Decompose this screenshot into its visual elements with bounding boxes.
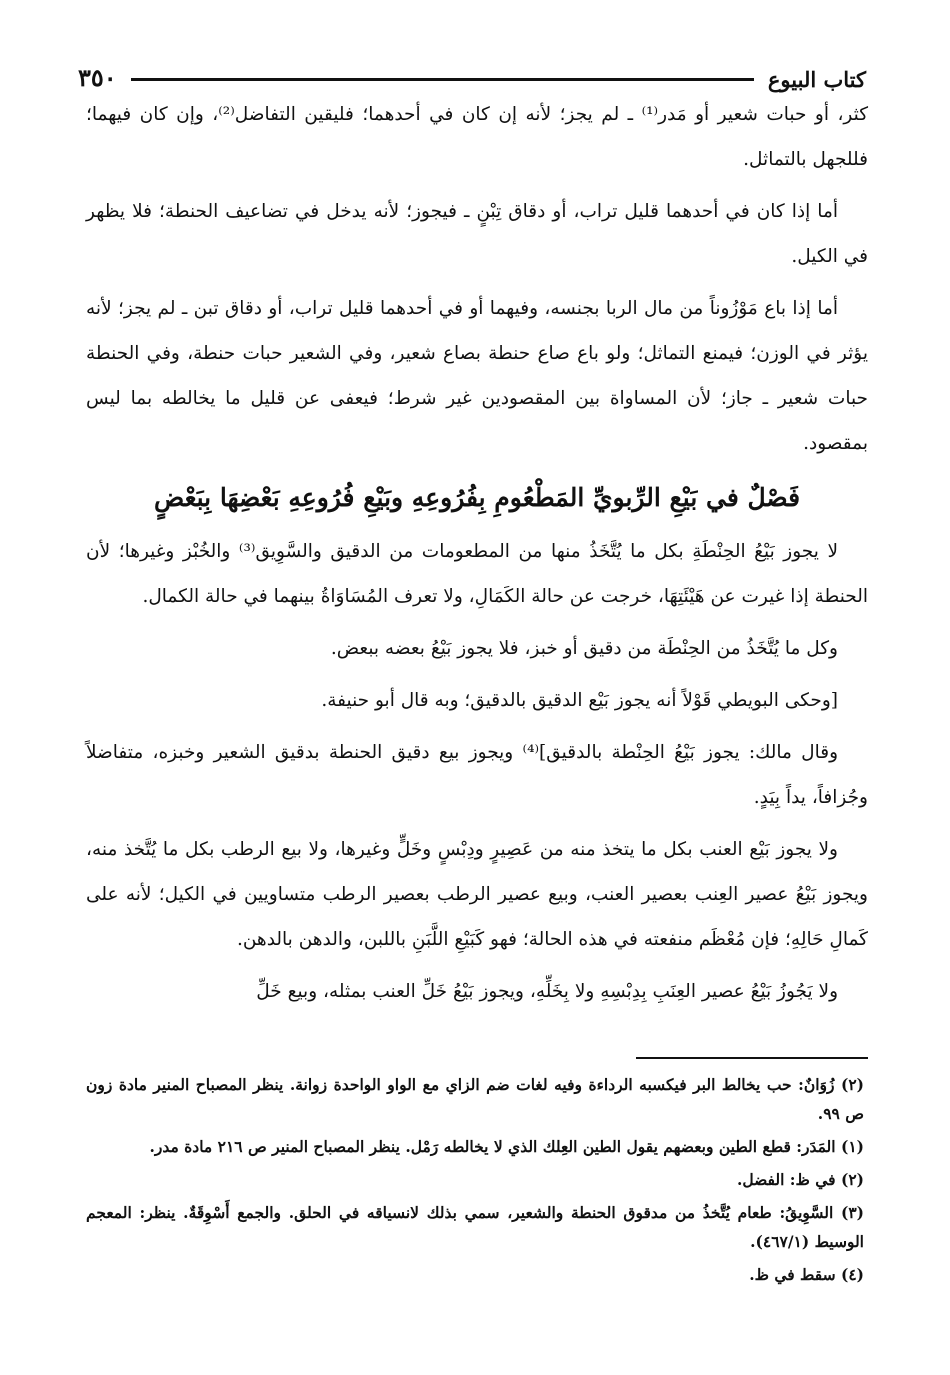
footnote-zuwan: (٢) زُوَانٌ: حب يخالط البر فيكسبه الرداءة وفيه لغات ضم الزاي مع الواو الواحدة زوانة. ينظر المصباح المنير مادة زون ص ٩٩. <box>86 1075 864 1123</box>
footnote-2: (٢) في ظ: الفضل. <box>736 1170 864 1189</box>
paragraph-6: [وحكى البويطي قَوْلاً أنه يجوز بَيْع الدقيق بالدقيق؛ وبه قال أبو حنيفة. <box>321 690 838 711</box>
page-header <box>78 52 866 92</box>
paragraph-5: وكل ما يُتَّخَذُ من الحِنْطَة من دقيق أو خبز، فلا يجوز بَيْعُ بعضه ببعض. <box>330 638 838 659</box>
paragraph-3: أما إذا باع مَوْزُوناً من مال الربا بجنسه، وفيهما أو في أحدهما قليل تراب، أو دقاق تبن ـ لم يجز؛ لأنه يؤثر في الوزن؛ فيمنع التماثل؛ ولو باع صاع حنطة بصاع شعير، وفي الشعير حبات حنطة، وفي الحنطة حبات شعير ـ جاز؛ لأن المساواة بين المقصودين غير شرط؛ فيعفى عن قليل ما يخالطه بما ليس بمقصود. <box>86 298 868 454</box>
paragraph-9: ولا يَجُوزُ بَيْعُ عصير العِنَبِ بِدِبْسِهِ ولا بِخَلِّهِ، ويجوز بَيْعُ خَلِّ العنب بمثله، وبيع خَلِّ <box>256 981 838 1002</box>
footnote-3: (٣) السَّوِيقُ: طعام يُتَّخذُ من مدقوق الحنطة والشعير، سمي بذلك لانسياقه في الحلق. والجمع أَسْوِقَةٌ. ينظر: المعجم الوسيط (٤٦٧/١). <box>86 1203 864 1251</box>
footnote-rule <box>636 1057 868 1059</box>
paragraph-7: وقال مالك: يجوز بَيْعُ الحِنْطة بالدقيق]⁽⁴⁾ ويجوز بيع دقيق الحنطة بدقيق الشعير وخبزه، متفاضلاً وجُزافاً، يداً بِيَدٍ. <box>86 742 868 808</box>
footnote-1: (١) المَدَر: قطع الطين وبعضهم يقول الطين العِلك الذي لا يخالطه رَمْل. ينظر المصباح المنير ص ٢١٦ مادة مدر. <box>149 1137 864 1156</box>
book-title: كتاب البيوع <box>767 67 866 92</box>
page-number: ٣٥٠ <box>78 63 117 92</box>
footnote-4: (٤) سقط في ظ. <box>749 1265 864 1284</box>
header-rule <box>131 78 754 81</box>
main-text <box>86 92 868 1021</box>
paragraph-1: كثر، أو حبات شعير أو مَدر⁽¹⁾ ـ لم يجز؛ لأنه إن كان في أحدهما؛ فليقين التفاضل⁽²⁾، وإن كان فيهما؛ فللجهل بالتماثل. <box>86 104 869 170</box>
paragraph-4: لا يجوز بَيْعُ الحِنْطَةِ بكل ما يُتَّخَذُ منها من المطعومات من الدقيق والسَّوِيق⁽³⁾ والخُبْز وغيرها؛ لأن الحنطة إذا غيرت عن هَيْئَتِهَا، خرجت عن حالة الكَمَالِ، ولا تعرف المُسَاوَاةُ بينهما في حالة الكمال. <box>86 541 868 607</box>
paragraph-8: ولا يجوز بَيْع العنب بكل ما يتخذ منه من عَصِيرٍ ودِبْسٍ وخَلٍّ وغيرها، ولا بيع الرطب بكل ما يُتَّخذ منه، ويجوز بَيْعُ عصير العِنب بعصير العنب، وبيع عصير الرطب بعصير الرطب متساويين في الكيل؛ لأنه على كَمالِ حَالِهِ؛ فإن مُعْظَم منفعته في هذه الحالة؛ فهو كَبَيْعِ اللَّبَنِ باللبن، والدهن بالدهن. <box>86 839 868 950</box>
section-heading: فَصْلٌ في بَيْعِ الرِّبويِّ المَطْعُومِ بِفُرُوعِهِ وبَيْعِ فُرُوعِهِ بَعْضِهَا بِبَعْضٍ <box>153 483 801 512</box>
paragraph-2: أما إذا كان في أحدهما قليل تراب، أو دقاق تِبْنٍ ـ فيجوز؛ لأنه يدخل في تضاعيف الحنطة؛ فلا يظهر في الكيل. <box>86 201 868 267</box>
footnotes <box>86 1070 864 1293</box>
